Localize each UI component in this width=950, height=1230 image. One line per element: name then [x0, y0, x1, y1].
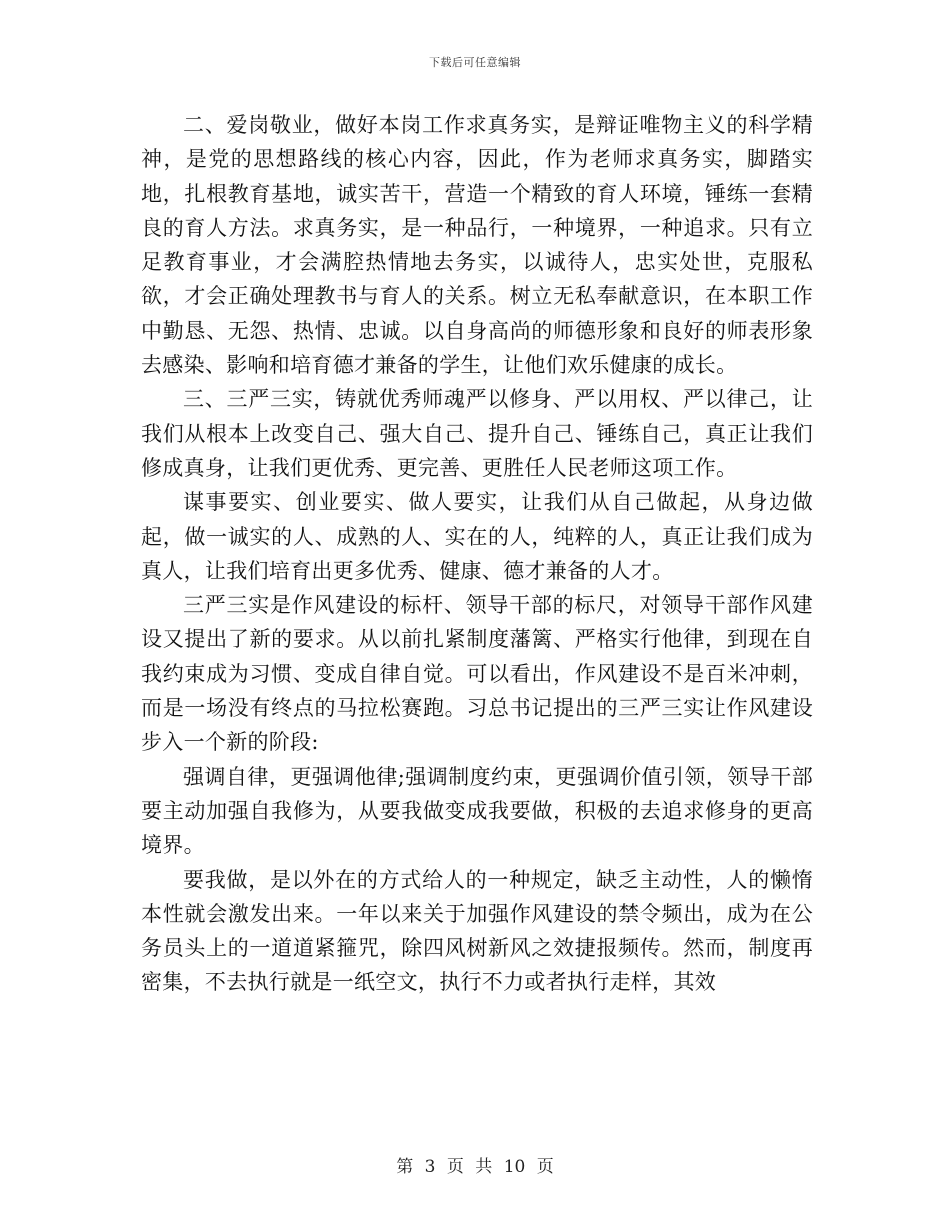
paragraph-three-stricts: 三、三严三实，铸就优秀师魂严以修身、严以用权、严以律己，让我们从根本上改变自己、强大自己、提升自己、锤练自己，真正让我们修成真身，让我们更优秀、更完善、更胜任人民老师这项工作。: [141, 387, 813, 480]
paragraph-style-building: 三严三实是作风建设的标杆、领导干部的标尺，对领导干部作风建设又提出了新的要求。从以前扎紧制度藩篱、严格实行他律，到现在自我约束成为习惯、变成自律自觉。可以看出，作风建设不是百米冲刺，而是一场没有终点的马拉松赛跑。习总书记提出的三严三实让作风建设步入一个新的阶段:: [141, 593, 813, 755]
paragraph-be-practical: 谋事要实、创业要实、做人要实，让我们从自己做起，从身边做起，做一诚实的人、成熟的人、实在的人，纯粹的人，真正让我们成为真人，让我们培育出更多优秀、健康、德才兼备的人才。: [141, 490, 813, 583]
page-number-footer: [0, 1152, 950, 1177]
footer-total-unit: 页: [536, 1157, 554, 1177]
total-page-count: 10: [503, 1157, 526, 1177]
paragraph-self-discipline: 强调自律，更强调他律;强调制度约束，更强调价值引领，领导干部要主动加强自我修为，从要我做变成我要做，积极的去追求修身的更高境界。: [141, 764, 813, 858]
document-body: [141, 108, 813, 1000]
footer-total-prefix: 共: [475, 1157, 493, 1177]
page-header-note: 下载后可任意编辑: [429, 56, 521, 69]
footer-prefix: 第: [396, 1157, 414, 1177]
paragraph-dedication: 二、爱岗敬业，做好本岗工作求真务实，是辩证唯物主义的科学精神，是党的思想路线的核心内容，因此，作为老师求真务实，脚踏实地，扎根教育基地，诚实苦干，营造一个精致的育人环境，锤练一套精良的育人方法。求真务实，是一种品行，一种境界，一种追求。只有立足教育事业，才会满腔热情地去务实，以诚待人，忠实处世，克服私欲，才会正确处理教书与育人的关系。树立无私奉献意识，在本职工作中勤恳、无怨、热情、忠诚。以自身高尚的师德形象和良好的师表形象去感染、影响和培育德才兼备的学生，让他们欢乐健康的成长。: [141, 113, 813, 378]
footer-page-unit: 页: [446, 1157, 464, 1177]
paragraph-motivation: 要我做，是以外在的方式给人的一种规定，缺乏主动性，人的懒惰本性就会激发出来。一年以来关于加强作风建设的禁令频出，成为在公务员头上的一道道紧箍咒，除四风树新风之效捷报频传。然而，制度再密集，不去执行就是一纸空文，执行不力或者执行走样，其效: [141, 867, 813, 995]
current-page-number: 3: [424, 1157, 436, 1177]
